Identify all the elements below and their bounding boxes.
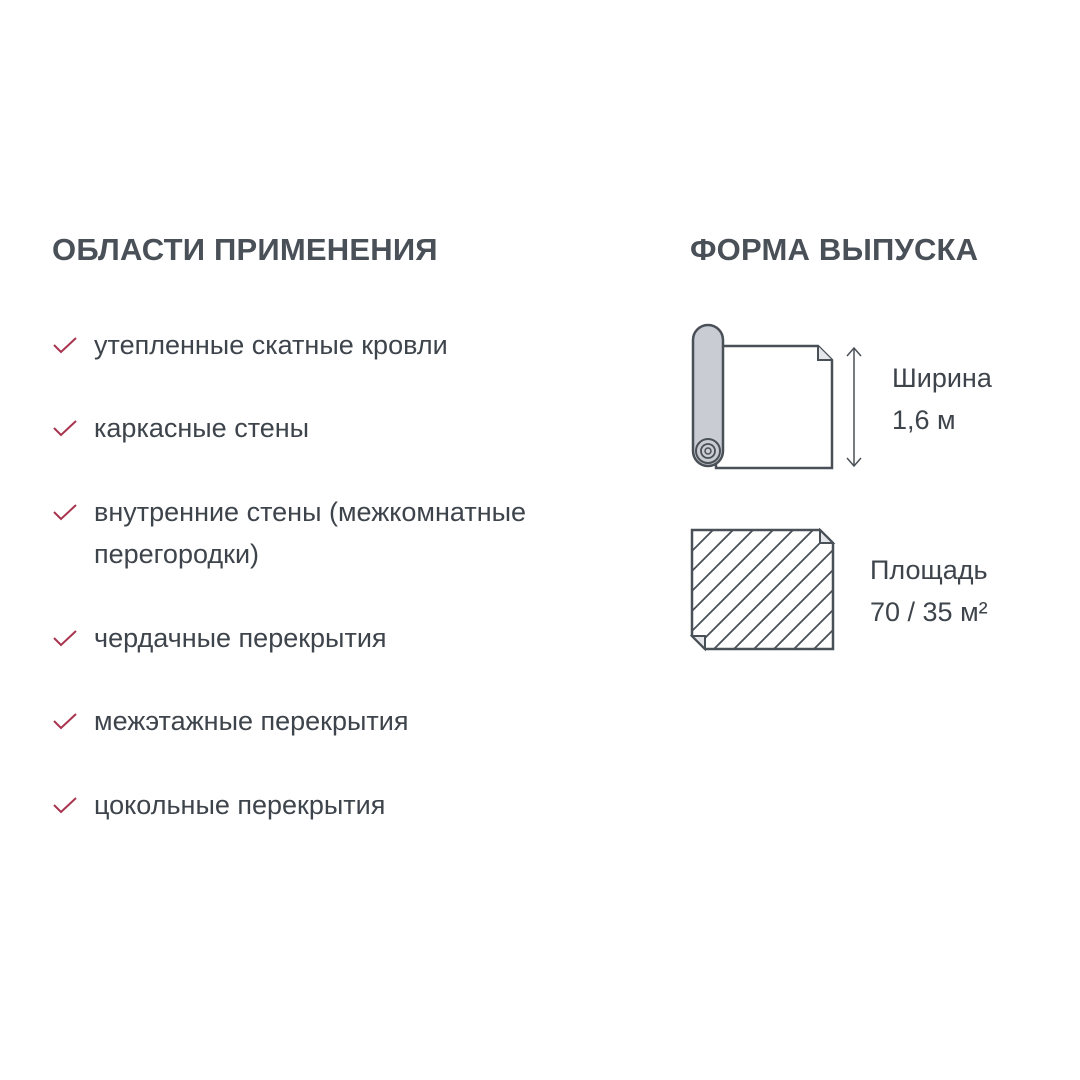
list-item-text: внутренние стены (межкомнатные перегородки): [94, 497, 527, 569]
list-item-text: каркасные стены: [94, 413, 310, 443]
area-spec: [870, 549, 988, 633]
check-icon: [52, 629, 78, 647]
list-item: [52, 784, 612, 826]
list-item-text: чердачные перекрытия: [94, 623, 387, 653]
list-item: [52, 700, 612, 742]
list-item: [52, 324, 612, 366]
list-item: [52, 491, 612, 575]
width-value: 1,6 м: [892, 405, 956, 435]
list-item-text: цокольные перекрытия: [94, 790, 386, 820]
check-icon: [52, 712, 78, 730]
list-item: [52, 407, 612, 449]
roll-icon: [690, 322, 870, 472]
applications-title: ОБЛАСТИ ПРИМЕНЕНИЯ: [52, 232, 438, 267]
list-item-text: межэтажные перекрытия: [94, 706, 409, 736]
check-icon: [52, 796, 78, 814]
check-icon: [52, 419, 78, 437]
width-spec: [892, 357, 992, 441]
list-item-text: утепленные скатные кровли: [94, 330, 448, 360]
area-value: 70 / 35 м²: [870, 597, 988, 627]
width-label: Ширина: [892, 363, 992, 393]
release-form-title: ФОРМА ВЫПУСКА: [690, 232, 979, 267]
check-icon: [52, 503, 78, 521]
list-item: [52, 617, 612, 659]
hatched-sheet-icon: [690, 528, 836, 652]
check-icon: [52, 336, 78, 354]
area-label: Площадь: [870, 555, 988, 585]
